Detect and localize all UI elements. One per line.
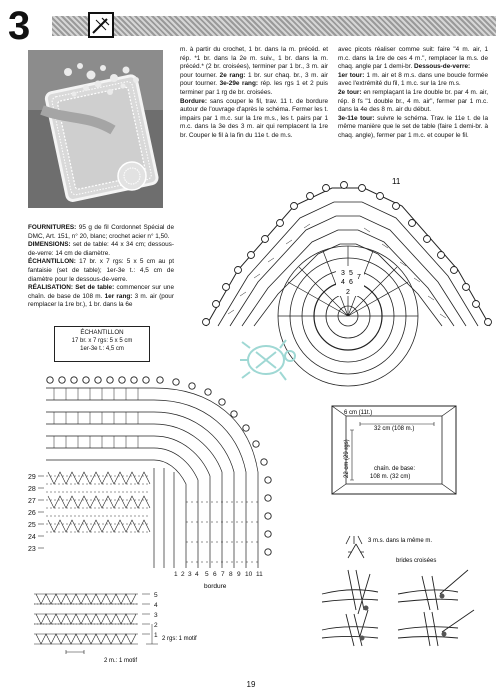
bordure-caption: bordure bbox=[204, 583, 227, 590]
round-num-7: 7 bbox=[357, 274, 361, 281]
t3-text: suivre le schéma. Trav. le 11e t. de la même manière que le set de table (faire 1 demi-br. à chaq. angle), fermer par 1 m.c. et couper le fil. bbox=[338, 114, 489, 139]
row-num-26: 26 bbox=[28, 510, 36, 517]
t2-label: 2e tour: bbox=[338, 88, 362, 96]
dimension-diagram bbox=[330, 404, 460, 498]
stitch-legend bbox=[318, 530, 498, 660]
header-icon-box bbox=[88, 12, 114, 38]
header-hatched-bar bbox=[52, 16, 496, 36]
t2-text: en remplaçant la 1re double br. par 4 m. air, rép. 8 fs "1 double br., 4 m. air", fermer par 1 m.c. dans la 4e des 8 m. air du début. bbox=[338, 88, 489, 114]
bordure-num-10: 10 bbox=[245, 571, 253, 578]
dimensions-text: set de table: 44 x 34 cm; dessous-de-verre: 14 cm de diamètre. bbox=[28, 241, 174, 257]
page-number: 19 bbox=[246, 680, 256, 689]
product-photo bbox=[28, 50, 163, 208]
echantillon-title: ÉCHANTILLON bbox=[80, 329, 124, 336]
bordure-num-6: 6 bbox=[213, 571, 217, 578]
echantillon-box bbox=[54, 326, 150, 362]
sample-row-3: 3 bbox=[154, 612, 158, 619]
base-chain-label: chaîn. de base: bbox=[374, 466, 416, 472]
corner-dimension: 6 cm (11t.) bbox=[344, 410, 373, 416]
rang2-label: 2e rang: bbox=[219, 71, 246, 79]
round-num-3: 3 bbox=[341, 270, 345, 277]
t3-label: 3e-11e tour: bbox=[338, 114, 375, 122]
placemat-chart bbox=[24, 372, 286, 592]
legend-brides: brides croisées bbox=[396, 558, 437, 564]
sample-row-5: 5 bbox=[154, 592, 158, 599]
rang2-text: 1 br. sur chaq. br., 3 m. air pour tourner. bbox=[180, 71, 328, 88]
fournitures-label: FOURNITURES: bbox=[28, 224, 77, 231]
bordure-num-2: 2 bbox=[181, 571, 185, 578]
instructions-column-2 bbox=[180, 46, 328, 141]
ddv-label: Dessous-de-verre: bbox=[414, 63, 471, 71]
bordure-num-3: 3 bbox=[188, 571, 192, 578]
set-label: Set de table: bbox=[75, 284, 115, 292]
round-num-5: 5 bbox=[349, 270, 353, 277]
round-num-4: 4 bbox=[341, 279, 345, 286]
sample-motif-label: 2 rgs: 1 motif bbox=[162, 636, 197, 642]
t1-text: 1 m. air et 8 m.s. dans une boucle formée avec l'extrémité du fil, 1 m.c. sur la 1re m.s. bbox=[338, 71, 488, 88]
row-num-27: 27 bbox=[28, 498, 36, 505]
sample-row-2: 2 bbox=[154, 622, 158, 629]
sample-row-1: 1 bbox=[154, 632, 158, 639]
rang3-label: 3e-29e rang: bbox=[219, 80, 258, 88]
bordure-label: Bordure: bbox=[180, 97, 207, 105]
legend-ms: 3 m.s. dans la même m. bbox=[368, 538, 433, 544]
row-num-25: 25 bbox=[28, 522, 36, 529]
col2-p1: m. à partir du crochet, 1 br. dans la m. précéd. et rép. *1 br. dans la 2e m. suiv., 1 br. dans la m. précéd.* (2 br. croisées), terminer par 1 br., 3 m. air pour tourner. bbox=[180, 46, 328, 79]
bordure-num-7: 7 bbox=[221, 571, 225, 578]
fournitures-text: 95 g de fil Cordonnet Spécial de DMC, Art. 151, n° 20, blanc; crochet acier n° 1,50. bbox=[28, 224, 175, 240]
t1-label: 1er tour: bbox=[338, 71, 365, 79]
realisation-text: commencer sur une chaîn. de base de 108 m. bbox=[28, 284, 174, 300]
row-num-28: 28 bbox=[28, 486, 36, 493]
rang1-label: 1er rang: bbox=[104, 292, 133, 300]
bordure-num-5: 5 bbox=[205, 571, 209, 578]
crochet-hook-icon bbox=[90, 14, 112, 36]
echantillon-label: ÉCHANTILLON: bbox=[28, 258, 76, 266]
height-dimension: 22 cm (29 rgs) bbox=[344, 439, 350, 478]
row-num-24: 24 bbox=[28, 534, 36, 541]
instructions-column-3 bbox=[338, 46, 488, 141]
round-num-2: 2 bbox=[346, 289, 350, 296]
realisation-label: RÉALISATION: bbox=[28, 284, 73, 292]
echantillon-line1: 17 br. x 7 rgs: 5 x 5 cm bbox=[71, 338, 133, 344]
rang1-text: 3 m. air (pour remplacer la 1re br.), 1 br. dans la 6e bbox=[28, 292, 174, 309]
sample-row-4: 4 bbox=[154, 602, 158, 609]
materials-text bbox=[28, 224, 174, 310]
bordure-num-11: 11 bbox=[256, 571, 263, 578]
col3-p1: avec picots réaliser comme suit: faire "4 m. air, 1 m.c. dans la 1re de ces 4 m.", remplacer la m.s. de chaq. angle par 1 demi-br. bbox=[338, 46, 488, 71]
echantillon-text: 17 br. x 7 rgs: 5 x 5 cm au pt fantaisie (set de table); 1er-3e t.: 4,5 cm de diamètre pour le dessous-de-verre. bbox=[28, 258, 174, 283]
round-num-6: 6 bbox=[349, 279, 353, 286]
bordure-text: sans couper le fil, trav. 11 t. de bordure autour de l'ouvrage d'après le schéma. Fermer les t. impairs par 1 m.c. sur la 1re m.s., les t. pairs par 1 m.c. dans la 3e des 3 m. air qui remplacent la 1re br. Couper le fil à la fin du 11e t. de m.s. bbox=[180, 97, 328, 139]
row-num-29: 29 bbox=[28, 474, 36, 481]
row-num-23: 23 bbox=[28, 546, 36, 553]
sample-chart bbox=[26, 588, 202, 668]
rang3-text: rép. les rgs 1 et 2 puis terminer par 1 rg de br. croisées. bbox=[180, 80, 328, 96]
echantillon-line2: 1er-3e t.: 4,5 cm bbox=[80, 346, 124, 352]
bordure-num-1: 1 bbox=[174, 571, 178, 578]
dimensions-label: DIMENSIONS: bbox=[28, 241, 71, 249]
bordure-num-9: 9 bbox=[237, 571, 241, 578]
bordure-num-8: 8 bbox=[229, 571, 233, 578]
round-11-label: 11 bbox=[392, 177, 401, 186]
sample-bottom-label: 2 m.: 1 motif bbox=[104, 658, 138, 664]
width-dimension: 32 cm (108 m.) bbox=[374, 426, 415, 432]
base-chain-value: 108 m. (32 cm) bbox=[370, 474, 411, 480]
section-number: 3 bbox=[8, 4, 31, 48]
bordure-num-4: 4 bbox=[195, 571, 199, 578]
